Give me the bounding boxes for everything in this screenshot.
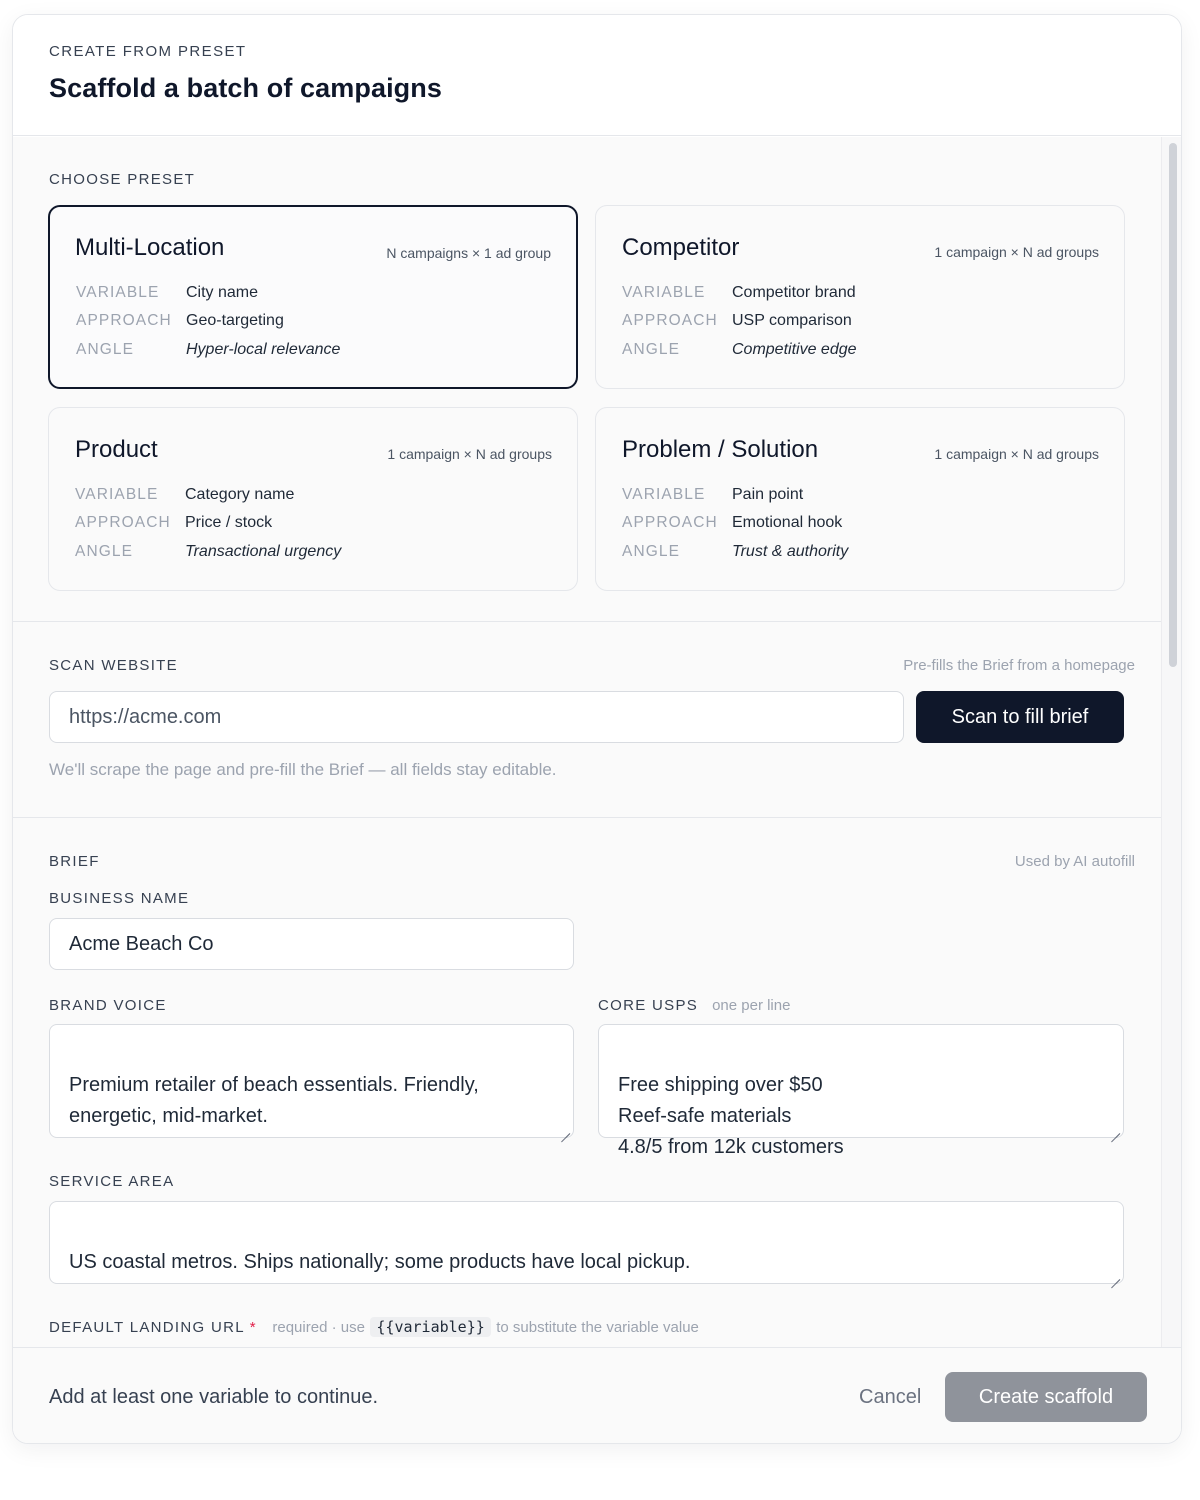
modal-footer: [13, 1347, 1182, 1444]
brand-voice-label: BRAND VOICE: [49, 997, 167, 1014]
cancel-button[interactable]: Cancel: [859, 1386, 922, 1408]
angle-key: ANGLE: [622, 341, 681, 358]
preset-card-multi-location[interactable]: [48, 205, 578, 389]
core-usps-value: Free shipping over $50 Reef-safe materials 4.8/5 from 12k customers: [618, 1074, 844, 1158]
preset-variable-row: [75, 486, 294, 504]
section-divider: [13, 817, 1161, 818]
scaffold-modal: [12, 14, 1182, 1444]
preset-title: Multi-Location: [75, 234, 225, 261]
approach-value: USP comparison: [732, 312, 852, 329]
website-url-input[interactable]: https://acme.com: [49, 691, 904, 743]
preset-angle-row: [75, 543, 341, 561]
service-area-label: SERVICE AREA: [49, 1173, 175, 1190]
variable-value: Pain point: [732, 486, 804, 503]
resize-grip-icon[interactable]: [1110, 1270, 1120, 1280]
angle-key: ANGLE: [76, 341, 135, 358]
variable-key: VARIABLE: [622, 284, 706, 301]
angle-key: ANGLE: [75, 543, 134, 560]
preset-angle-row: [622, 341, 857, 359]
service-area-textarea[interactable]: [49, 1201, 1124, 1284]
scan-to-fill-brief-button[interactable]: Scan to fill brief: [916, 691, 1124, 743]
preset-title: Product: [75, 436, 158, 463]
variable-value: Category name: [185, 486, 295, 503]
landing-url-label-row: [49, 1318, 699, 1336]
preset-approach-row: [76, 312, 284, 330]
preset-approach-row: [622, 514, 842, 532]
preset-meta: N campaigns × 1 ad group: [386, 245, 551, 261]
preset-variable-row: [622, 486, 803, 504]
variable-code-token: {{variable}}: [370, 1317, 490, 1337]
scrollbar-thumb[interactable]: [1169, 143, 1177, 667]
preset-title: Problem / Solution: [622, 436, 819, 463]
variable-value: Competitor brand: [732, 284, 856, 301]
landing-url-hint-pre: required · use: [272, 1319, 365, 1336]
required-asterisk: *: [249, 1319, 257, 1336]
business-name-label: BUSINESS NAME: [49, 890, 190, 907]
brand-voice-textarea[interactable]: [49, 1024, 574, 1138]
preset-card-competitor[interactable]: [595, 205, 1125, 389]
approach-key: APPROACH: [76, 312, 172, 329]
scan-help-text: We'll scrape the page and pre-fill the Brief — all fields stay editable.: [49, 760, 557, 779]
preset-meta: 1 campaign × N ad groups: [387, 446, 552, 462]
landing-url-label: DEFAULT LANDING URL: [49, 1319, 245, 1336]
service-area-value: US coastal metros. Ships nationally; some products have local pickup.: [69, 1251, 691, 1273]
preset-variable-row: [76, 284, 258, 302]
preset-card-product[interactable]: [48, 407, 578, 591]
section-divider: [13, 621, 1161, 622]
angle-value: Transactional urgency: [185, 543, 342, 560]
core-usps-hint: one per line: [712, 997, 791, 1014]
brief-label: BRIEF: [49, 853, 100, 870]
core-usps-textarea[interactable]: [598, 1024, 1124, 1158]
approach-key: APPROACH: [622, 514, 718, 531]
angle-value: Competitive edge: [732, 341, 857, 358]
create-scaffold-button[interactable]: Create scaffold: [945, 1372, 1147, 1422]
variable-key: VARIABLE: [75, 486, 159, 503]
landing-url-hint-post: to substitute the variable value: [496, 1319, 699, 1336]
preset-meta: 1 campaign × N ad groups: [934, 446, 1099, 462]
approach-value: Emotional hook: [732, 514, 843, 531]
resize-grip-icon[interactable]: [1110, 1124, 1120, 1134]
preset-angle-row: [622, 543, 848, 561]
preset-meta: 1 campaign × N ad groups: [934, 244, 1099, 260]
business-name-input[interactable]: Acme Beach Co: [49, 918, 574, 970]
core-usps-label: [598, 997, 790, 1014]
approach-key: APPROACH: [75, 514, 171, 531]
variable-value: City name: [186, 284, 259, 301]
scrollbar[interactable]: [1161, 137, 1182, 1347]
variable-key: VARIABLE: [76, 284, 160, 301]
angle-value: Hyper-local relevance: [186, 341, 341, 358]
modal-title: Scaffold a batch of campaigns: [49, 73, 442, 103]
preset-title: Competitor: [622, 234, 740, 261]
validation-message: Add at least one variable to continue.: [49, 1386, 379, 1408]
angle-value: Trust & authority: [732, 543, 849, 560]
approach-value: Geo-targeting: [186, 312, 284, 329]
choose-preset-label: CHOOSE PRESET: [49, 171, 196, 188]
resize-grip-icon[interactable]: [560, 1124, 570, 1134]
variable-key: VARIABLE: [622, 486, 706, 503]
brief-hint: Used by AI autofill: [1014, 853, 1135, 870]
preset-approach-row: [75, 514, 272, 532]
modal-body[interactable]: [13, 137, 1161, 1347]
angle-key: ANGLE: [622, 543, 681, 560]
brand-voice-value: Premium retailer of beach essentials. Friendly, energetic, mid-market.: [69, 1074, 479, 1127]
preset-approach-row: [622, 312, 852, 330]
approach-key: APPROACH: [622, 312, 718, 329]
approach-value: Price / stock: [185, 514, 273, 531]
modal-header: [13, 15, 1181, 136]
modal-eyebrow: CREATE FROM PRESET: [49, 43, 247, 60]
preset-card-problem-solution[interactable]: [595, 407, 1125, 591]
preset-angle-row: [76, 341, 340, 359]
preset-variable-row: [622, 284, 856, 302]
core-usps-label-text: CORE USPS: [598, 997, 699, 1014]
scan-website-hint: Pre-fills the Brief from a homepage: [903, 657, 1135, 674]
scan-website-label: SCAN WEBSITE: [49, 657, 178, 674]
